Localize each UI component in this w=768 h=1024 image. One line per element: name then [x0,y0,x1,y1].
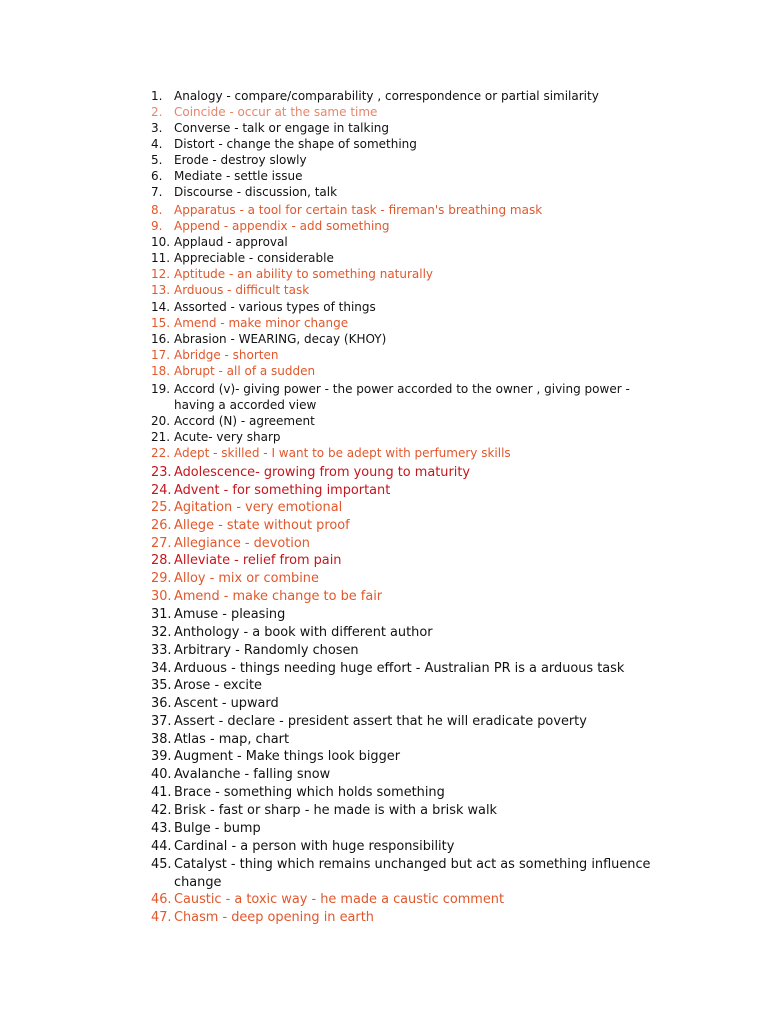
list-item-text: Amend - make change to be fair [174,589,383,604]
list-item-number: 44. [151,839,172,854]
list-item-number: 30. [151,589,172,604]
list-item-number: 25. [151,500,172,515]
list-item-text: Abrupt - all of a sudden [174,364,316,378]
list-item-number: 24. [151,483,172,498]
list-item-number: 42. [151,803,172,818]
list-item-text: Distort - change the shape of something [174,137,417,151]
list-item-text: Append - appendix - add something [174,219,390,233]
list-item-number: 45. [151,857,172,872]
list-item-number: 31. [151,607,172,622]
list-item-text: Arduous - things needing huge effort - Australian PR is a arduous task [174,661,625,676]
list-item-text: Aptitude - an ability to something naturally [174,267,434,281]
list-item-number: 20. [151,414,171,428]
list-item-text: Abrasion - WEARING, decay (KHOY) [174,332,387,346]
list-item-number: 46. [151,892,172,907]
list-item-number: 40. [151,767,172,782]
list-item-number: 10. [151,235,171,249]
list-item-number: 21. [151,430,171,444]
list-item-text: Bulge - bump [174,821,261,836]
list-item-number: 39. [151,749,172,764]
list-item-text: Alleviate - relief from pain [174,553,342,568]
list-item-text: Atlas - map, chart [174,732,290,747]
list-item-number: 23. [151,465,172,480]
list-item-text: Arduous - difficult task [174,283,310,297]
list-item-number: 9. [151,219,163,233]
list-item-number: 18. [151,364,171,378]
list-item-number: 41. [151,785,172,800]
list-item-text: Allegiance - devotion [174,536,310,551]
list-item-number: 19. [151,382,171,396]
list-item-text: Assert - declare - president assert that he will eradicate poverty [174,714,587,729]
list-item-text: Arose - excite [174,678,262,693]
list-item-number: 29. [151,571,172,586]
list-item-text: Avalanche - falling snow [174,767,331,782]
list-item-text: Amend - make minor change [174,316,349,330]
list-item-number: 38. [151,732,172,747]
list-item-number: 6. [151,169,163,183]
list-item-number: 22. [151,446,171,460]
list-item-number: 15. [151,316,171,330]
list-item-text: Augment - Make things look bigger [174,749,401,764]
list-item-number: 33. [151,643,172,658]
list-item-text: Abridge - shorten [174,348,279,362]
list-item-text: Anthology - a book with different author [174,625,433,640]
list-item-number: 12. [151,267,171,281]
list-item-number: 8. [151,203,163,217]
list-item-text: Amuse - pleasing [174,607,286,622]
list-item-number: 3. [151,121,163,135]
list-item-text: Caustic - a toxic way - he made a caustic comment [174,892,505,907]
list-item-text: Mediate - settle issue [174,169,303,183]
list-item-text: Ascent - upward [174,696,279,711]
list-item-number: 43. [151,821,172,836]
list-item-number: 32. [151,625,172,640]
list-item-number: 34. [151,661,172,676]
list-item-number: 35. [151,678,172,693]
list-item-number: 37. [151,714,172,729]
list-item-text: Apparatus - a tool for certain task - fireman's breathing mask [174,203,543,217]
list-item-text: Applaud - approval [174,235,288,249]
list-item-text: Discourse - discussion, talk [174,185,338,199]
list-item-number: 36. [151,696,172,711]
list-item-text: Alloy - mix or combine [174,571,319,586]
list-item-number: 13. [151,283,171,297]
list-item-text: Accord (N) - agreement [174,414,315,428]
list-item-text: Acute- very sharp [174,430,281,444]
list-item-text: Brisk - fast or sharp - he made is with a brisk walk [174,803,497,818]
list-item-text: Arbitrary - Randomly chosen [174,643,359,658]
list-item-number: 16. [151,332,171,346]
list-item-text: Erode - destroy slowly [174,153,307,167]
list-item-text: Analogy - compare/comparability , correspondence or partial similarity [174,89,599,103]
list-item-number: 26. [151,518,172,533]
list-item-number: 5. [151,153,163,167]
list-item-number: 2. [151,105,163,119]
list-item-number: 7. [151,185,163,199]
list-item-text: Adolescence- growing from young to maturity [174,465,471,480]
list-item-number: 28. [151,553,172,568]
list-item-text: Brace - something which holds something [174,785,445,800]
list-item-number: 47. [151,910,172,925]
list-item-number: 27. [151,536,172,551]
list-item-number: 17. [151,348,171,362]
list-item-number: 14. [151,300,171,314]
list-item-text: Adept - skilled - I want to be adept with perfumery skills [174,446,511,460]
list-item-text: Advent - for something important [174,483,391,498]
list-item-text: Coincide - occur at the same time [174,105,378,119]
list-item-number: 4. [151,137,163,151]
list-item-text: Agitation - very emotional [174,500,343,515]
list-item-text: Chasm - deep opening in earth [174,910,374,925]
list-item-text: Assorted - various types of things [174,300,376,314]
list-item-number: 11. [151,251,171,265]
list-item-text: Allege - state without proof [174,518,350,533]
list-item-text: Cardinal - a person with huge responsibility [174,839,455,854]
list-item-number: 1. [151,89,163,103]
list-item-text: Catalyst - thing which remains unchanged but act as something influence change [174,857,651,890]
list-item-text: Converse - talk or engage in talking [174,121,390,135]
list-item-text: Accord (v)- giving power - the power accorded to the owner , giving power - having a accorded view [174,382,630,412]
list-item-text: Appreciable - considerable [174,251,334,265]
